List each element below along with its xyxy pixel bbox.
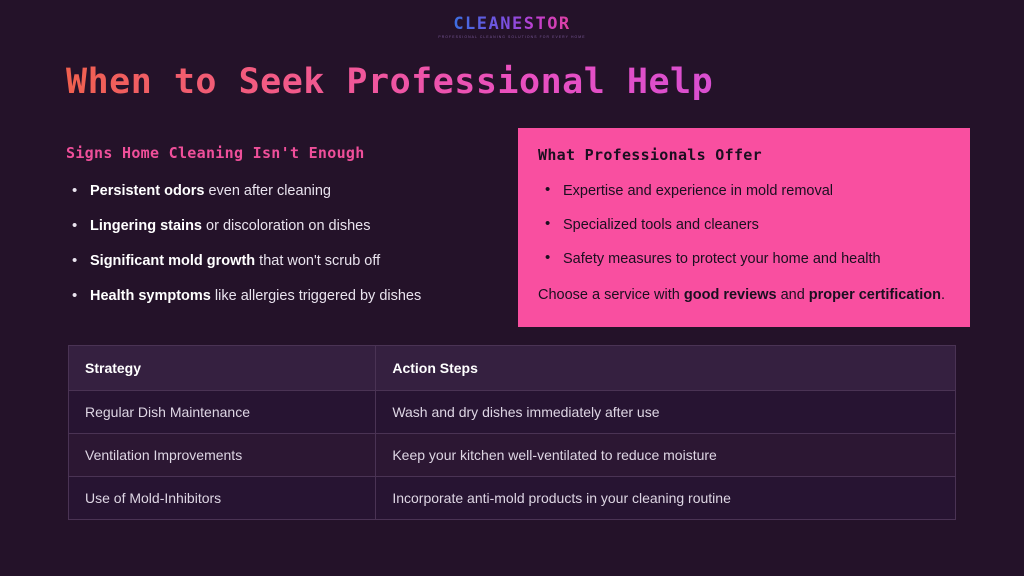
list-item-strong: Significant mold growth: [90, 252, 256, 269]
list-item-text: or discoloration on dishes: [202, 217, 371, 234]
table-row: [69, 391, 955, 434]
table-row: [69, 477, 955, 519]
table-row: [69, 434, 955, 477]
professionals-panel: [518, 128, 970, 327]
list-item: [66, 287, 496, 306]
panel-note-strong-1: good reviews: [683, 287, 777, 304]
list-item: [66, 252, 496, 271]
list-item: • Expertise and experience in mold removal: [538, 182, 948, 200]
list-item-strong: Persistent odors: [90, 183, 205, 199]
table-header-action-steps: Action Steps: [392, 360, 478, 376]
signs-section: [66, 144, 496, 321]
table-cell-action: Wash and dry dishes immediately after use: [392, 404, 660, 420]
panel-note-pre: Choose a service with: [538, 287, 684, 304]
table-cell-strategy: Regular Dish Maintenance: [69, 391, 376, 433]
logo-wordmark: CLEANESTOR: [453, 14, 571, 34]
panel-note-post: .: [940, 287, 945, 304]
signs-heading: Signs Home Cleaning Isn't Enough: [66, 144, 365, 162]
table-cell-strategy: Ventilation Improvements: [69, 434, 376, 476]
list-item: [66, 182, 496, 201]
panel-list: [538, 182, 948, 268]
table-header-row: [69, 346, 955, 391]
panel-note: [538, 284, 948, 306]
list-item-text: that won't scrub off: [255, 252, 381, 269]
panel-note-strong-2: proper certification: [808, 287, 941, 304]
list-item-strong: Health symptoms: [90, 287, 211, 304]
panel-heading: What Professionals Offer: [538, 146, 762, 164]
panel-note-mid: and: [776, 287, 809, 304]
list-item-strong: Lingering stains: [90, 217, 202, 234]
list-item: • Specialized tools and cleaners: [538, 216, 948, 234]
brand-logo: [0, 14, 1024, 39]
table-cell-strategy: Use of Mold-Inhibitors: [69, 477, 376, 519]
list-item-text: even after cleaning: [204, 183, 331, 199]
strategy-table: [68, 345, 956, 520]
list-item: [66, 217, 496, 236]
list-item-text: like allergies triggered by dishes: [210, 287, 422, 304]
list-item: • Safety measures to protect your home and health: [538, 250, 948, 268]
table-cell-action: Keep your kitchen well-ventilated to reduce moisture: [392, 447, 717, 463]
page-title: When to Seek Professional Help: [66, 62, 714, 102]
logo-tagline: PROFESSIONAL CLEANING SOLUTIONS FOR EVERY HOME: [438, 35, 586, 39]
table-header-strategy: Strategy: [69, 346, 376, 390]
signs-list: [66, 182, 496, 305]
table-cell-action: Incorporate anti-mold products in your cleaning routine: [392, 490, 731, 506]
